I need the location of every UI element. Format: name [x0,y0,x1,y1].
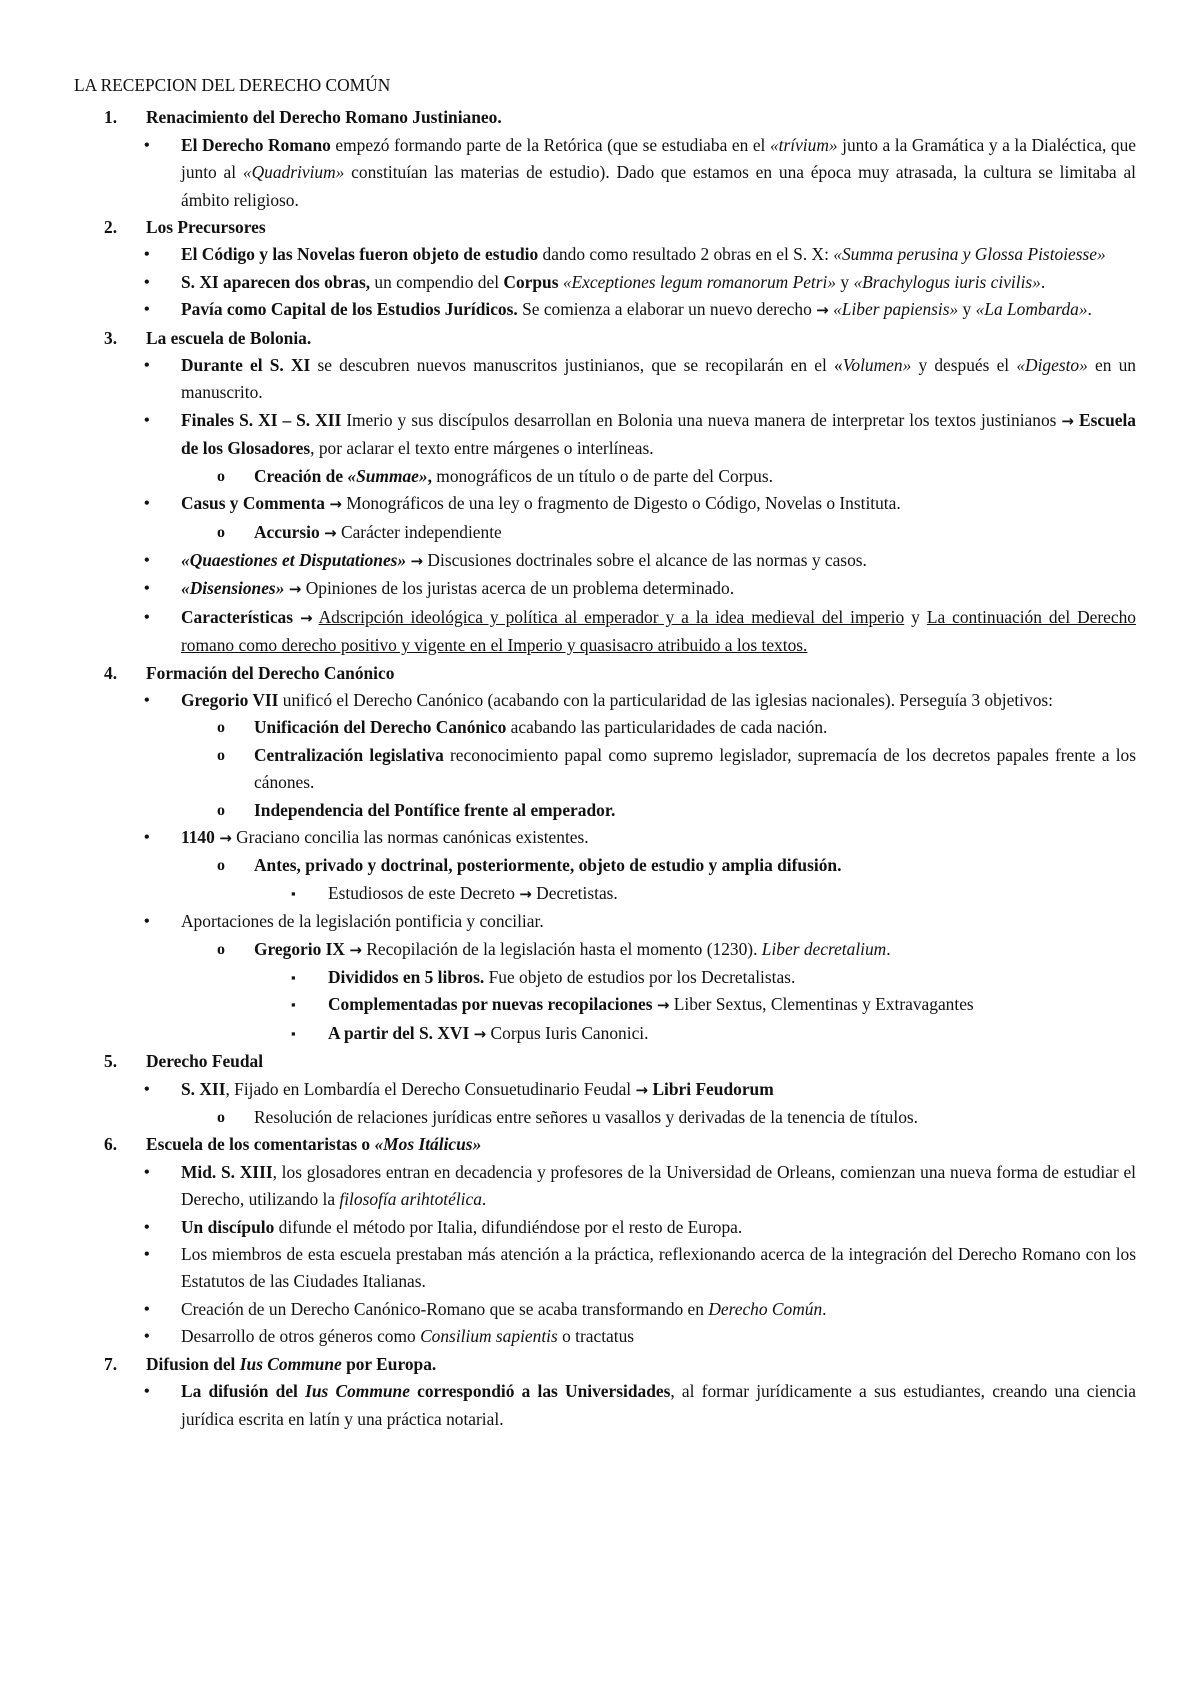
list-subsubitem [74,964,1136,991]
bold-text: Antes, privado y doctrinal, posteriormente, objeto de estudio y amplia difusión. [254,855,842,876]
list-subitem [74,797,1136,824]
bold-text: 1140 [181,826,215,847]
circle-bullet-icon: o [217,1109,225,1127]
bullet-icon: • [144,580,150,598]
bold-text: Finales S. XI – S. XII [181,409,342,430]
bullet-icon: • [144,1218,150,1236]
bold-text: A partir del S. XVI [328,1022,470,1043]
text: Carácter independiente [336,521,502,542]
bullet-icon: • [144,1300,150,1318]
text: acabando las particularidades de cada nación. [506,717,828,738]
circle-bullet-icon: o [217,857,225,875]
text: monográficos de un título o de parte del Corpus. [431,465,773,486]
text: junto a la Gramática y a la Dialéctica, que junto al [181,134,1136,183]
section-number: 4. [104,662,118,683]
text: se descubren nuevos manuscritos justinianos, que se recopilarán en el « [310,355,843,376]
bold-italic-text: «Disensiones» [181,578,285,599]
square-bullet-icon: ▪ [291,970,296,985]
bullet-icon: • [144,1080,150,1098]
text: y [904,606,927,627]
bold-text: Complementadas por nuevas recopilaciones [328,994,653,1015]
text: y [836,271,854,292]
bullet-icon: • [144,1383,150,1401]
section-number: 5. [104,1051,118,1072]
section-title: Renacimiento del Derecho Romano Justinianeo. [146,107,502,128]
text: constituían las materias de estudio). Dado que estamos en una época muy atrasada, la cultura se limitaba al ámbito religioso. [181,162,1137,210]
list-item [74,1378,1136,1433]
section-4-heading [74,660,1136,687]
arrow-right-icon: → [519,884,532,903]
bullet-icon: • [144,1328,150,1346]
arrow-right-icon: → [635,1080,649,1099]
bold-text: correspondió a las Universidades [409,1381,671,1402]
text: Imerio y sus discípulos desarrollan en Bolonia una nueva manera de interpretar los textos justinianos [341,409,1062,430]
section-2-heading [74,214,1136,241]
bold-text: S. XI aparecen dos obras, [181,271,371,292]
text [293,607,300,627]
text: , al formar jurídicamente a sus estudiantes, creando una ciencia jurídica escrita en latín y una práctica notarial. [181,1381,1137,1429]
circle-bullet-icon: o [217,746,225,764]
bullet-icon: • [144,246,150,264]
bold-text: Pavía como Capital de los Estudios Jurídicos. [181,299,518,320]
text: Discusiones doctrinales sobre el alcance de las normas y casos. [423,549,867,570]
bullet-icon: • [144,1246,150,1264]
bold-text: Gregorio VII [181,689,279,710]
list-item [74,269,1136,296]
text: Monográficos de una ley o fragmento de Digesto o Código, Novelas o Instituta. [341,493,901,514]
list-item [74,407,1136,463]
bold-text: Centralización legislativa [254,744,444,765]
bullet-icon: • [144,411,150,429]
arrow-right-icon: → [410,551,424,570]
list-item [74,241,1136,268]
arrow-right-icon: → [656,996,670,1015]
text: , Fijado en Lombardía el Derecho Consuetudinario Feudal [225,1078,636,1099]
list-subitem [74,742,1136,797]
bullet-icon: • [144,691,150,709]
text: unificó el Derecho Canónico (acabando con la particularidad de las iglesias nacionales). Perseguía 3 objetivos: [278,689,1053,710]
bullet-icon: • [144,301,150,319]
section-1-heading [74,104,1136,131]
bullet-icon: • [144,1163,150,1181]
bold-text: Durante el S. XI [181,355,311,376]
list-item [74,687,1136,714]
list-item [74,1323,1136,1350]
text: Se comienza a elaborar un nuevo derecho [517,299,817,320]
text: reconocimiento papal como supremo legislador, supremacía de los decretos papales frente a los cánones. [254,744,1136,793]
italic-text: «La Lombarda» [975,299,1088,320]
text: Recopilación de la legislación hasta el momento (1230). [361,938,762,959]
list-item [74,908,1136,935]
bold-text: El Derecho Romano [181,134,331,155]
section-title: Difusion del [146,1353,240,1374]
arrow-right-icon: → [473,1024,487,1043]
bold-italic-text: Ius Commune [305,1381,410,1402]
italic-text: «Summa perusina y Glossa Pistoiesse» [833,244,1106,265]
text: Decretistas. [531,882,618,903]
list-item [74,604,1136,660]
bold-text: El Código y las Novelas fueron objeto de estudio [181,244,539,265]
list-subitem [74,463,1136,490]
section-number: 7. [104,1353,118,1374]
italic-text: Liber decretalium [761,938,887,959]
document-title: LA RECEPCION DEL DERECHO COMÚN [74,75,391,95]
text: un compendio del [370,271,504,292]
text: o tractatus [557,1326,635,1347]
text: . [1087,299,1092,320]
italic-text: «Liber papiensis» [833,299,959,320]
arrow-right-icon: → [288,580,302,599]
text: , los glosadores entran en decadencia y profesores de la Universidad de Orleans, comienzan una nueva forma de estudiar el Derecho, utilizando la [181,1161,1136,1210]
section-title-italic: «Mos Itálicus» [374,1134,482,1155]
bold-text: , [427,465,432,486]
list-item [74,490,1136,518]
list-item [74,575,1136,603]
text: dando como resultado 2 obras en el S. X: [538,244,834,265]
list-item [74,1159,1136,1214]
bold-text: Independencia del Pontífice frente al emperador. [254,799,616,820]
arrow-right-icon: → [324,523,337,542]
text: Creación de un Derecho Canónico-Romano que se acaba transformando en [181,1298,709,1319]
italic-text: Derecho Común [708,1298,823,1319]
bullet-icon: • [144,608,150,626]
underlined-text: Adscripción ideológica y política al emperador y a la idea medieval del imperio [318,606,905,627]
bold-text: Un discípulo [181,1216,275,1237]
circle-bullet-icon: o [217,801,225,819]
text: Aportaciones de la legislación pontificia y conciliar. [181,911,544,932]
bullet-icon: • [144,913,150,931]
list-item [74,1076,1136,1104]
list-item [74,352,1136,407]
italic-text: Consilium sapientis [420,1326,558,1347]
underlined-text: La continuación del Derecho romano como derecho positivo y vigente en el Imperio y quasisacro atribuido a los textos. [181,606,1136,656]
list-subsubitem [74,1020,1136,1048]
section-5-heading [74,1048,1136,1075]
list-item [74,132,1136,214]
italic-text: «trívium» [769,134,838,155]
text: Fue objeto de estudios por los Decretalistas. [484,967,796,987]
list-item [74,824,1136,852]
square-bullet-icon: ▪ [291,1025,296,1041]
italic-text: «Quadrivium» [242,162,345,183]
bullet-icon: • [144,136,150,154]
text: Corpus Iuris Canonici. [486,1022,649,1043]
text: Opiniones de los juristas acerca de un problema determinado. [301,578,735,599]
square-bullet-icon: ▪ [291,997,296,1013]
text: . [481,1189,487,1210]
list-subitem [74,519,1136,547]
section-title: por Europa. [341,1353,437,1374]
text: Graciano concilia las normas canónicas existentes. [231,826,589,847]
bold-text: Escuela de los Glosadores [181,409,1136,459]
section-title: Los Precursores [146,217,266,238]
arrow-right-icon: → [1061,411,1074,430]
list-subitem [74,1104,1136,1131]
list-item [74,547,1136,575]
bold-text: Gregorio IX [254,938,345,959]
text: Estudiosos de este Decreto [328,882,520,903]
bold-text: Mid. S. XIII [181,1161,273,1182]
section-title: Escuela de los comentaristas o [146,1134,375,1155]
text: y [958,299,976,320]
text: . [886,938,891,959]
section-number: 6. [104,1134,118,1155]
italic-text: filosofía arihtotélica [339,1189,482,1210]
bold-text: Divididos en 5 libros. [328,967,485,987]
section-title: Formación del Derecho Canónico [146,662,395,683]
circle-bullet-icon: o [217,719,225,737]
arrow-right-icon: → [816,301,829,320]
bold-text: Libri Feudorum [652,1078,774,1099]
text: Los miembros de esta escuela prestaban más atención a la práctica, reflexionando acerca de la integración del Derecho Romano con los Estatutos de las Ciudades Italianas. [181,1244,1136,1292]
section-title-italic: Ius Commune [239,1353,342,1374]
list-item [74,1214,1136,1241]
arrow-right-icon: → [300,608,313,627]
text: Liber Sextus, Clementinas y Extravagantes [669,994,974,1015]
text: empezó formando parte de la Retórica (que se estudiaba en el [330,134,770,155]
arrow-right-icon: → [329,495,342,514]
bold-text: Accursio [254,521,320,542]
bullet-icon: • [144,495,150,513]
list-item [74,1296,1136,1323]
list-subitem [74,936,1136,964]
bold-italic-text: «Quaestiones et Disputationes» [181,549,407,570]
section-number: 2. [104,217,118,238]
italic-text: Volumen» [842,355,912,376]
bold-text: Corpus [503,271,559,292]
section-3-heading [74,325,1136,352]
section-number: 3. [104,327,118,348]
bullet-icon: • [144,357,150,375]
text: , por aclarar el texto entre márgenes o interlíneas. [310,438,654,459]
text: en un manuscrito. [181,355,1136,403]
text: . [1040,271,1046,292]
text: Desarrollo de otros géneros como [181,1326,421,1347]
section-7-heading [74,1351,1136,1378]
section-number: 1. [104,107,118,128]
bold-italic-text: «Summae» [347,465,428,486]
bullet-icon: • [144,551,150,569]
section-title: Derecho Feudal [146,1051,264,1072]
list-subitem [74,852,1136,879]
bold-text: Casus y Commenta [181,493,325,514]
bold-text: Unificación del Derecho Canónico [254,717,507,738]
section-title: La escuela de Bolonia. [146,327,312,348]
text: . [822,1298,827,1319]
text: y después el [911,355,1017,376]
bold-text: Creación de [254,465,348,486]
italic-text: «Brachylogus iuris civilis» [853,271,1041,292]
italic-text: «Digesto» [1016,355,1088,376]
circle-bullet-icon: o [217,940,225,958]
list-subsubitem [74,991,1136,1019]
section-6-heading [74,1131,1136,1158]
list-item [74,296,1136,324]
bullet-icon: • [144,273,150,291]
list-item [74,1241,1136,1296]
bold-text: S. XII [181,1078,226,1099]
bold-text: La difusión del [181,1381,306,1402]
italic-text: «Exceptiones legum romanorum Petri» [562,271,837,292]
bullet-icon: • [144,828,150,846]
list-subitem [74,714,1136,741]
list-subsubitem [74,880,1136,908]
circle-bullet-icon: o [217,523,225,541]
arrow-right-icon: → [219,828,232,847]
arrow-right-icon: → [349,940,362,959]
circle-bullet-icon: o [217,467,225,485]
text: difunde el método por Italia, difundiéndose por el resto de Europa. [274,1216,743,1237]
text: Resolución de relaciones jurídicas entre señores u vasallos y derivadas de la tenencia de títulos. [254,1107,919,1128]
bold-text: Características [181,606,294,627]
square-bullet-icon: ▪ [291,885,296,901]
